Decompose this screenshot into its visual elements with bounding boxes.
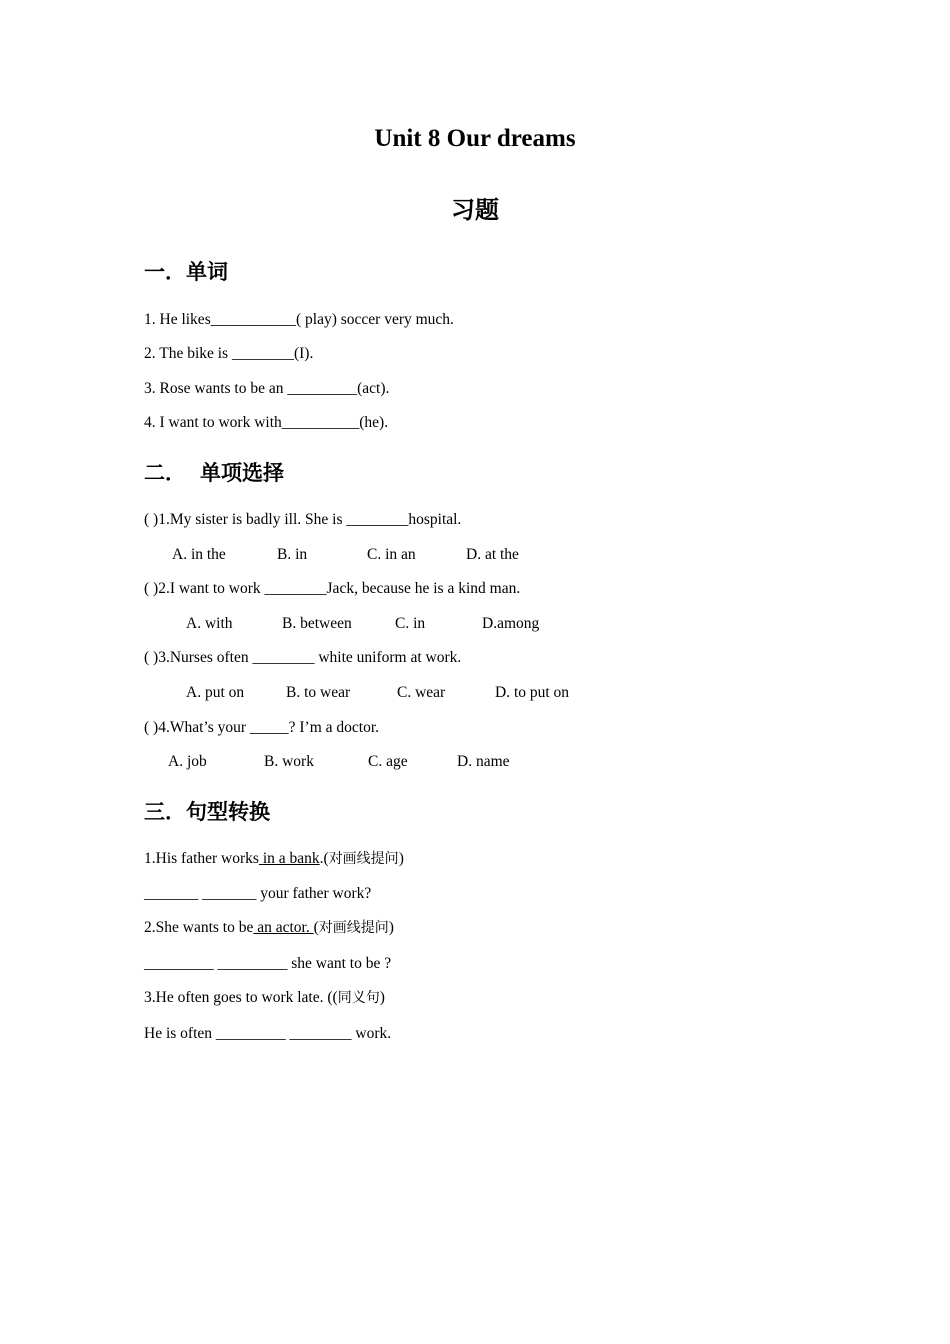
- choice-question-4: ( )4.What’s your _____? I’m a doctor.: [144, 719, 380, 736]
- choice-1-option-d: D. at the: [466, 546, 519, 563]
- choice-1-option-b: B. in: [277, 546, 308, 563]
- choice-4-option-c: C. age: [368, 753, 408, 770]
- section-3-heading: [144, 796, 270, 826]
- choice-1-option-a: A. in the: [172, 546, 226, 563]
- choice-question-1: ( )1.My sister is badly ill. She is ________hospital.: [144, 511, 462, 528]
- choice-4-option-b: B. work: [264, 753, 314, 770]
- transform-question-1: [144, 849, 404, 869]
- transform-3-close: ): [379, 989, 385, 1006]
- transform-1-close: ): [398, 850, 404, 867]
- vocab-item-1: 1. He likes___________( play) soccer very much.: [144, 311, 454, 328]
- section-1-title: 单词: [186, 260, 228, 284]
- section-3-number: 三．: [144, 800, 186, 824]
- choice-question-3: ( )3.Nurses often ________ white uniform at work.: [144, 649, 462, 666]
- vocab-item-2: 2. The bike is ________(I).: [144, 345, 314, 362]
- section-2-number: 二．: [144, 461, 186, 485]
- choice-2-option-b: B. between: [282, 615, 352, 632]
- page-subtitle: 习题: [451, 196, 499, 224]
- vocab-item-3: 3. Rose wants to be an _________(act).: [144, 380, 390, 397]
- section-2-title: 单项选择: [200, 461, 284, 485]
- choice-3-option-a: A. put on: [186, 684, 245, 701]
- transform-2-prefix: 2.She wants to be: [144, 919, 254, 936]
- transform-question-3: [144, 988, 385, 1008]
- section-3-title: 句型转换: [186, 800, 270, 824]
- choice-4-option-d: D. name: [457, 753, 510, 770]
- section-1-heading: [144, 256, 228, 286]
- choice-question-2: ( )2.I want to work ________Jack, because he is a kind man.: [144, 580, 521, 597]
- choice-3-option-b: B. to wear: [286, 684, 351, 701]
- choice-3-option-c: C. wear: [397, 684, 446, 701]
- transform-3-prefix: 3.He often goes to work late. ((: [144, 989, 338, 1006]
- transform-1-underlined: in a bank: [258, 850, 320, 867]
- choice-2-option-d: D.among: [482, 615, 540, 632]
- transform-answer-3: He is often _________ ________ work.: [144, 1025, 392, 1042]
- transform-2-note: 对画线提问: [318, 920, 389, 936]
- vocab-item-4: 4. I want to work with__________(he).: [144, 414, 389, 431]
- choice-3-option-d: D. to put on: [495, 684, 570, 701]
- transform-1-prefix: 1.His father works: [144, 850, 259, 867]
- choice-4-option-a: A. job: [168, 753, 207, 770]
- transform-3-note: 同义句: [337, 990, 380, 1006]
- transform-1-note: 对画线提问: [328, 851, 399, 867]
- page-title: Unit 8 Our dreams: [374, 125, 576, 152]
- section-2-heading: [144, 457, 284, 487]
- transform-1-suffix: .(: [319, 850, 329, 867]
- choice-2-option-c: C. in: [395, 615, 426, 632]
- choice-1-option-c: C. in an: [367, 546, 416, 563]
- transform-2-underlined: an actor.: [253, 919, 314, 936]
- transform-answer-2: _________ _________ she want to be ?: [144, 955, 392, 972]
- transform-2-close: ): [388, 919, 394, 936]
- section-1-number: 一．: [144, 260, 186, 284]
- transform-question-2: [144, 918, 394, 938]
- choice-2-option-a: A. with: [186, 615, 233, 632]
- transform-2-suffix: (: [313, 919, 319, 936]
- transform-answer-1: _______ _______ your father work?: [144, 885, 372, 902]
